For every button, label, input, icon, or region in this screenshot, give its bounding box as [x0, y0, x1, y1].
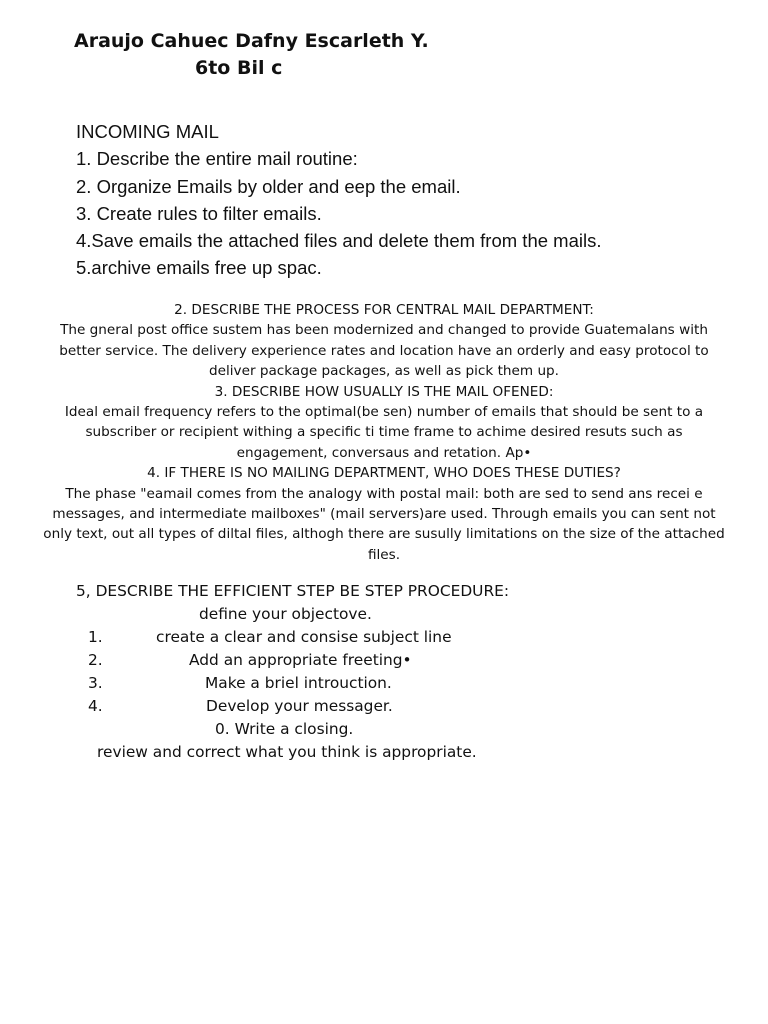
- procedure-step: [0, 695, 768, 718]
- section-heading: 3. DESCRIBE HOW USUALLY IS THE MAIL OFENED:: [214, 383, 554, 400]
- step-number: 4.: [88, 697, 103, 715]
- section-heading: 2. DESCRIBE THE PROCESS FOR CENTRAL MAIL DEPARTMENT:: [174, 302, 594, 318]
- incoming-mail-item: 5.archive emails free up spac.: [76, 257, 322, 279]
- incoming-mail-item: 1. Describe the entire mail routine:: [76, 148, 358, 170]
- procedure-step: [0, 649, 768, 672]
- incoming-mail-item: 2. Organize Emails by older and eep the email.: [76, 175, 461, 197]
- procedure-intro-row: [0, 603, 768, 626]
- student-class: 6to Bil c: [195, 57, 283, 79]
- incoming-mail-section: [76, 118, 601, 282]
- procedure-section: [0, 580, 768, 764]
- procedure-heading: 5, DESCRIBE THE EFFICIENT STEP BE STEP PROCEDURE:: [76, 582, 510, 600]
- step-number: 2.: [88, 651, 103, 669]
- procedure-intro: define your objectove.: [199, 605, 372, 623]
- procedure-final-row: [0, 741, 768, 764]
- step-number: 3.: [88, 674, 103, 692]
- procedure-closing-row: [0, 718, 768, 741]
- section-body: The gneral post office sustem has been modernized and changed to provide Guatemalans with better service. The delivery experience rates and location have an orderly and easy protocol to deliver package packages, as well as pick them up.: [59, 322, 709, 380]
- incoming-mail-title: INCOMING MAIL: [76, 121, 219, 142]
- questions-section: [40, 300, 728, 565]
- step-number: 1.: [88, 628, 103, 646]
- procedure-step: [0, 672, 768, 695]
- student-name: Araujo Cahuec Dafny Escarleth Y.: [74, 30, 429, 52]
- section-heading: 4. IF THERE IS NO MAILING DEPARTMENT, WHO DOES THESE DUTIES?: [147, 465, 621, 482]
- incoming-mail-item: 3. Create rules to filter emails.: [76, 202, 322, 224]
- step-text: Develop your messager.: [206, 697, 393, 715]
- step-text: Make a briel introuction.: [205, 674, 392, 692]
- procedure-final: review and correct what you think is appropriate.: [97, 743, 477, 761]
- section-body: The phase "eamail comes from the analogy with postal mail: both are sed to send ans recei e messages, and intermediate mailboxes" (mail servers)are used. Through emails you can sent not only text, out all types of diltal files, althogh there are susully limitations on the size of the attached files.: [43, 485, 725, 563]
- section-body: Ideal email frequency refers to the optimal(be sen) number of emails that should be sent to a subscriber or recipient withing a specific ti time frame to achime desired resuts such as engagement, conversaus and retation. Ap•: [64, 404, 704, 461]
- procedure-heading-row: [0, 580, 768, 603]
- incoming-mail-item: 4.Save emails the attached files and delete them from the mails.: [76, 230, 602, 252]
- procedure-step: [0, 626, 768, 649]
- step-text: Add an appropriate freeting•: [189, 651, 412, 669]
- procedure-closing: 0. Write a closing.: [215, 720, 354, 738]
- step-text: create a clear and consise subject line: [156, 628, 452, 646]
